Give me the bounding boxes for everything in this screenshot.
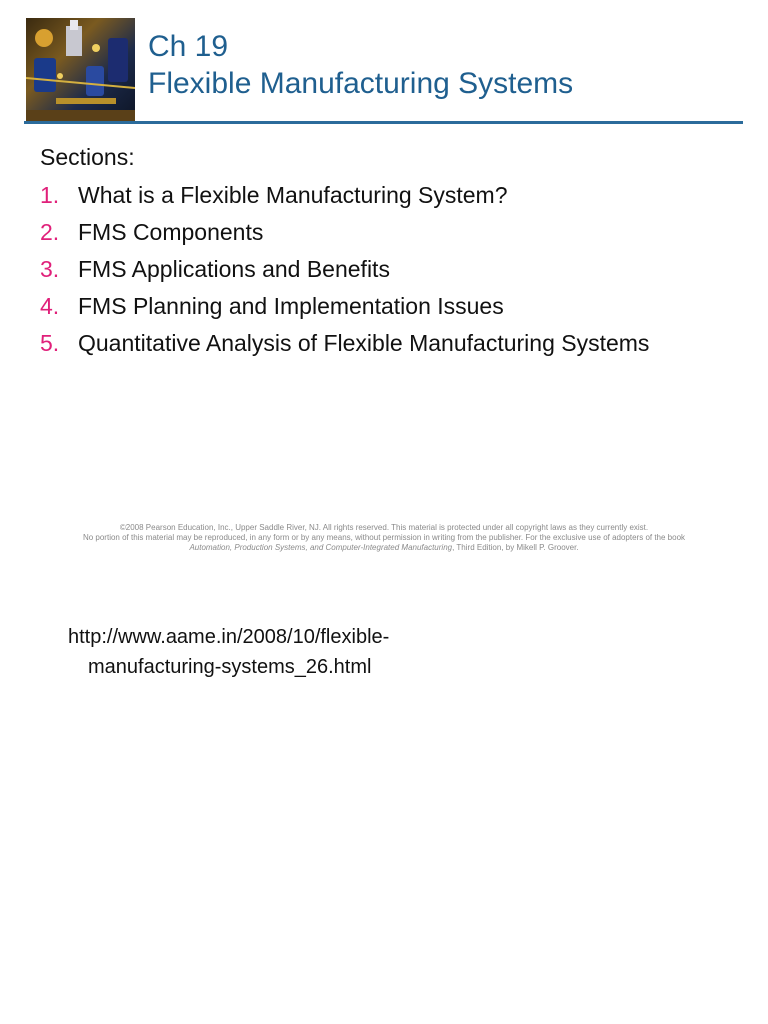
sections-label: Sections:: [40, 144, 135, 170]
sections-list: [40, 177, 649, 362]
chapter-title: Flexible Manufacturing Systems: [148, 67, 574, 100]
list-item: 1. What is a Flexible Manufacturing System?: [40, 182, 508, 208]
source-url[interactable]: [68, 622, 389, 682]
chapter-number: Ch 19: [148, 30, 229, 63]
copyright-notice: ©2008 Pearson Education, Inc., Upper Saddle River, NJ. All rights reserved. This material is protected under all copyright laws as they currently exist. No portion of this material may be reproduced, in any form or by any means, without permission in writing from the publisher. For the exclusive use of adopters of the book Automation, Production Systems, and Computer-Integrated Manufacturing, Third Edition, by Mikell P. Groover.: [82, 523, 686, 552]
slide-title: [148, 28, 573, 102]
list-item: 4. FMS Planning and Implementation Issues: [40, 293, 504, 319]
source-url-line1: http://www.aame.in/2008/10/flexible-: [68, 626, 390, 648]
title-divider: [24, 121, 743, 124]
list-item: 5. Quantitative Analysis of Flexible Manufacturing Systems: [40, 330, 650, 356]
source-url-line2: manufacturing-systems_26.html: [88, 656, 372, 678]
list-item: 2. FMS Components: [40, 219, 264, 245]
list-item: 3. FMS Applications and Benefits: [40, 256, 390, 282]
circuit-board-photo-icon: [26, 18, 135, 122]
